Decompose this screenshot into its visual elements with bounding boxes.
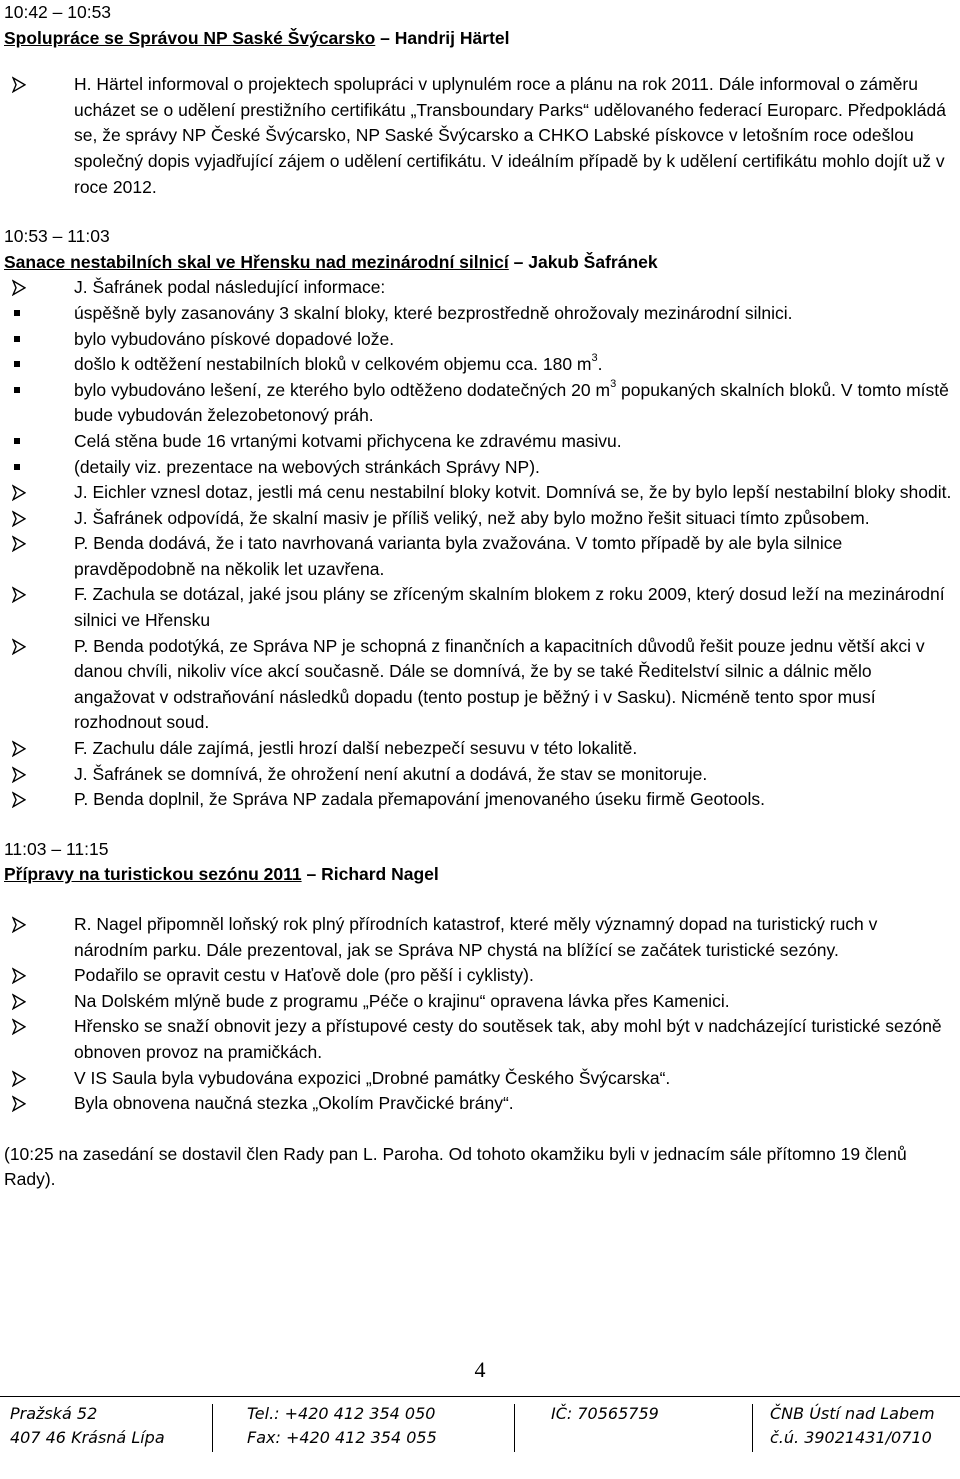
arrow-list-item: P. Benda dodává, že i tato navrhovaná varianta byla zvažována. V tomto případě by ale byla silnice pravděpodobně na několik let uzavřena. [4,531,952,582]
closing-note: (10:25 na zasedání se dostavil člen Rady pan L. Paroha. Od tohoto okamžiku byli v jednacím sále přítomno 19 členů Rady). [4,1143,907,1190]
square-list-item: bylo vybudováno lešení, ze kterého bylo odtěženo dodatečných 20 $m^3$ popukaných skalních bloků. V tomto místě bude vybudován železobetonový práh. [4,378,952,429]
footer-bank: ČNB Ústí nad Labem č.ú. 39021431/0710 [770,1404,935,1447]
arrowhead-bullet-icon [12,1014,26,1040]
arrow-list-item: J. Šafránek odpovídá, že skalní masiv je příliš veliký, než aby bylo možno řešit situaci tímto způsobem. [4,506,952,532]
arrowhead-bullet-icon [12,1091,26,1117]
square-list-item: úspěšně byly zasanovány 3 skalní bloky, které bezprostředně ohrožovaly mezinárodní silnici. [4,301,952,327]
agenda-heading [4,26,952,52]
arrowhead-bullet-icon [12,506,26,532]
arrow-list-item: V IS Saula byla vybudována expozici „Drobné památky Českého Švýcarska“. [4,1066,952,1092]
arrow-list-item: J. Šafránek se domnívá, že ohrožení není akutní a dodává, že stav se monitoruje. [4,762,952,788]
square-list-item: bylo vybudováno pískové dopadové lože. [4,327,952,353]
arrow-list-item: Hřensko se snaží obnovit jezy a přístupové cesty do soutěsek tak, aby mohl být v nadcházející turistické sezóně obnoven provoz na pramičkách. [4,1014,952,1065]
agenda-topic: Spolupráce se Správou NP Saské Švýcarsko [4,27,376,48]
arrow-list-item: H. Härtel informoval o projektech spolupráci v uplynulém roce a plánu na rok 2011. Dále informoval o záměru ucházet se o udělení prestižního certifikátu „Transboundary Parks“ udělovaného federací Europarc. Předpokládá se, že správy NP České Švýcarsko, NP Saské Švýcarsko a CHKO Labské pískovce v letošním roce odešlou společný dopis vyjadřující zájem o udělení certifikátu. V ideálním případě by k udělení certifikátu mohlo dojít už v roce 2012. [4,72,952,200]
arrow-list-item: Podařilo se opravit cestu v Haťově dole (pro pěší i cyklisty). [4,963,952,989]
square-bullet-icon [14,336,20,342]
footer-divider [0,1396,960,1397]
square-bullet-icon [14,438,20,444]
square-bullet-icon [14,310,20,316]
arrow-list-item: Byla obnovena naučná stezka „Okolím Pravčické brány“. [4,1091,952,1117]
arrowhead-bullet-icon [12,762,26,788]
arrowhead-bullet-icon [12,582,26,608]
arrowhead-bullet-icon [12,1066,26,1092]
arrow-list-item: P. Benda podotýká, ze Správa NP je schopná z finančních a kapacitních důvodů řešit pouze jednu větší akci v danou chvíli, nikoliv více akcí současně. Dále se domnívá, že by se také Ředitelství silnic a dálnic mělo angažovat v odstraňování následků dopadu (tento postup je běžný i v Sasku). Nicméně tento spor musí rozhodnout soud. [4,634,952,736]
arrow-list-item: Na Dolském mlýně bude z programu „Péče o krajinu“ opravena lávka přes Kamenici. [4,989,952,1015]
arrow-list-item: P. Benda doplnil, že Správa NP zadala přemapování jmenovaného úseku firmě Geotools. [4,787,952,813]
time-range: 11:03 – 11:15 [4,838,109,859]
square-bullet-icon [14,464,20,470]
page-footer [0,1402,960,1462]
square-list-item: Celá stěna bude 16 vrtanými kotvami přichycena ke zdravému masivu. [4,429,952,455]
arrowhead-bullet-icon [12,736,26,762]
footer-separator [514,1404,515,1452]
arrow-list-item: J. Eichler vznesl dotaz, jestli má cenu nestabilní bloky kotvit. Domnívá se, že by bylo lepší nestabilní bloky shodit. [4,480,952,506]
square-bullet-icon [14,361,20,367]
agenda-speaker: – Jakub Šafránek [513,251,658,272]
arrow-list-item: J. Šafránek podal následující informace: [4,275,952,301]
agenda-speaker: – Richard Nagel [306,864,439,885]
footer-separator [752,1404,753,1452]
square-list-item: (detaily viz. prezentace na webových stránkách Správy NP). [4,455,952,481]
arrowhead-bullet-icon [12,787,26,813]
footer-address: Pražská 52 407 46 Krásná Lípa [10,1404,165,1447]
arrowhead-bullet-icon [12,480,26,506]
agenda-topic: Přípravy na turistickou sezónu 2011 [4,864,302,885]
agenda-topic: Sanace nestabilních skal ve Hřensku nad mezinárodní silnicí [4,251,509,272]
arrowhead-bullet-icon [12,634,26,660]
square-list-item: došlo k odtěžení nestabilních bloků v celkovém objemu cca. 180 $m^3$. [4,352,952,378]
footer-phone: Tel.: +420 412 354 050 Fax: +420 412 354 055 [247,1404,437,1447]
time-range: 10:53 – 11:03 [4,226,110,247]
time-range: 10:42 – 10:53 [4,2,112,22]
arrow-list-item: R. Nagel připomněl loňský rok plný přírodních katastrof, které měly významný dopad na turistický ruch v národním parku. Dále prezentoval, jak se Správa NP chystá na blížící se začátek turistické sezóny. [4,912,952,963]
agenda-heading [4,250,952,276]
footer-company-id: IČ: 70565759 [551,1404,659,1423]
arrow-list-item: F. Zachula se dotázal, jaké jsou plány se zříceným skalním blokem z roku 2009, který dosud leží na mezinárodní silnici ve Hřensku [4,582,952,633]
document-page [4,0,952,1193]
arrowhead-bullet-icon [12,989,26,1015]
footer-separator [212,1404,213,1452]
arrow-list-item: F. Zachulu dále zajímá, jestli hrozí další nebezpečí sesuvu v této lokalitě. [4,736,952,762]
square-bullet-icon [14,387,20,393]
page-number: 4 [474,1357,486,1382]
arrowhead-bullet-icon [12,531,26,557]
arrowhead-bullet-icon [12,72,26,98]
agenda-heading [4,862,952,888]
arrowhead-bullet-icon [12,963,26,989]
arrowhead-bullet-icon [12,275,26,301]
arrowhead-bullet-icon [12,912,26,938]
agenda-speaker: – Handrij Härtel [380,27,510,48]
